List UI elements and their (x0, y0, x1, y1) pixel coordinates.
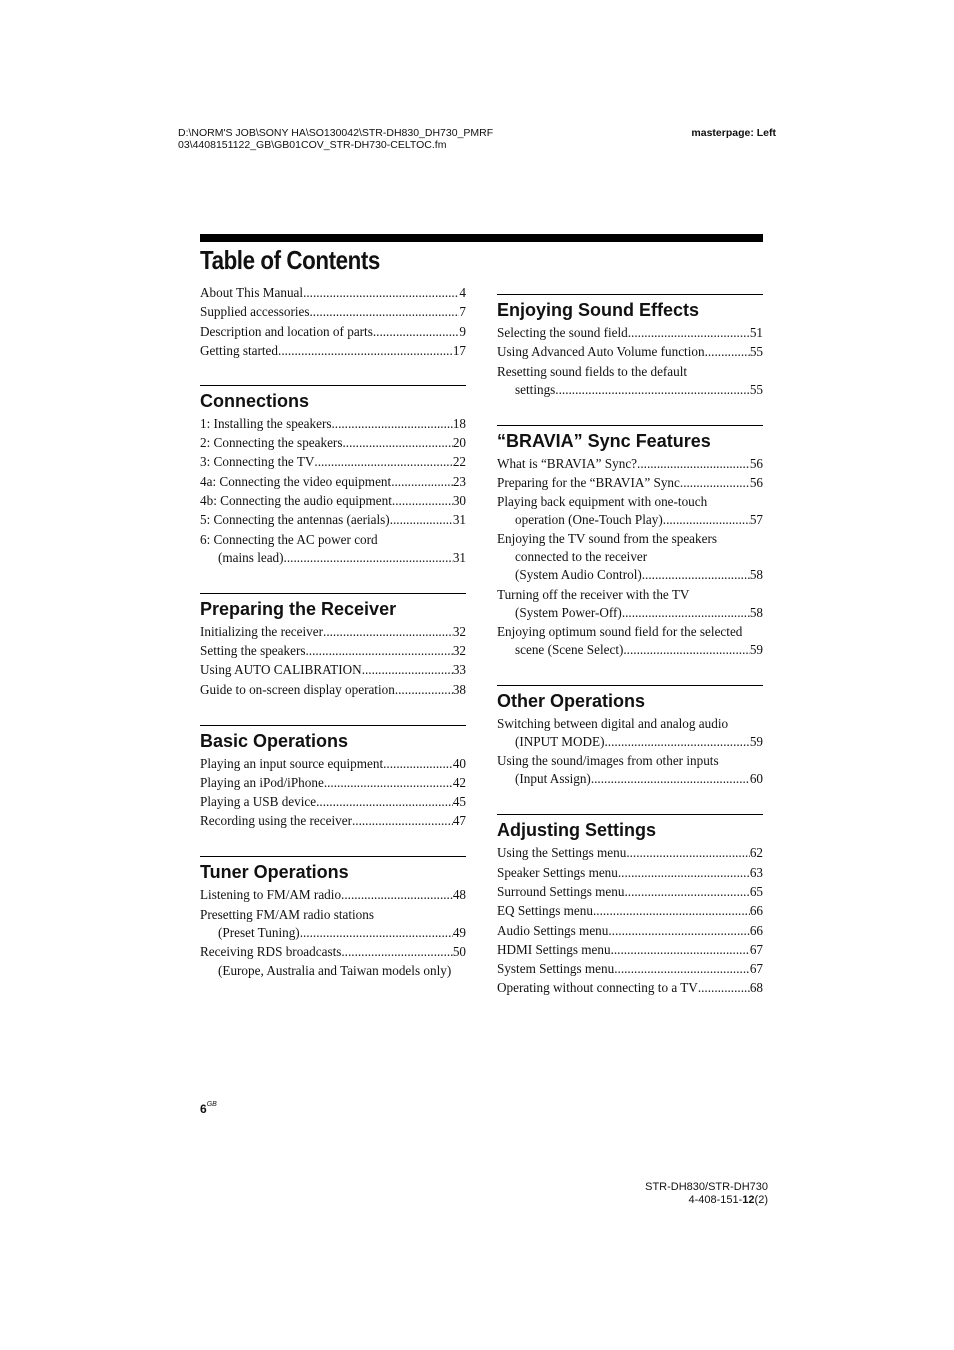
toc-page-number: 55 (749, 381, 763, 397)
toc-entry-line: Playing back equipment with one-touch (497, 494, 708, 510)
toc-page-number: 40 (452, 755, 466, 771)
toc-entry-text: Getting started (200, 342, 279, 358)
toc-entry[interactable] (497, 381, 763, 399)
toc-entry[interactable] (200, 434, 466, 452)
toc-entry-text: About This Manual (200, 285, 304, 300)
toc-leader-dots (591, 770, 750, 788)
toc-right-column (497, 294, 763, 1023)
toc-page-number: 17 (452, 342, 466, 358)
page-number: $6^{GB}$ (200, 1101, 217, 1116)
toc-entry[interactable] (200, 812, 466, 830)
toc-entry-text: operation (One-Touch Play) (515, 512, 663, 528)
toc-entry-note: (Europe, Australia and Taiwan models only) (218, 963, 452, 979)
header-masterpage: masterpage: Left (691, 127, 776, 139)
toc-leader-dots (300, 924, 453, 942)
toc-page-number: 62 (749, 845, 763, 861)
toc-leader-dots (331, 415, 452, 433)
toc-leader-dots (626, 844, 750, 862)
toc-entry-line: Switching between digital and analog audio (497, 716, 729, 732)
toc-page-number: 9 (459, 323, 466, 339)
toc-leader-dots (628, 324, 750, 342)
toc-entry[interactable] (200, 661, 466, 679)
section-heading: Enjoying Sound Effects (497, 294, 763, 321)
toc-leader-dots (614, 960, 750, 978)
header-file-path (178, 127, 493, 151)
toc-entry-list (497, 455, 763, 659)
toc-section (200, 284, 466, 360)
toc-entry[interactable] (200, 681, 466, 699)
toc-leader-dots (605, 733, 750, 751)
toc-leader-dots (373, 323, 460, 341)
toc-entry-text: Selecting the sound field (497, 325, 628, 340)
toc-page-number: 51 (749, 325, 763, 340)
toc-entry[interactable] (200, 323, 466, 341)
toc-leader-dots (623, 641, 749, 659)
toc-leader-dots (593, 902, 750, 920)
toc-entry[interactable] (497, 474, 763, 492)
toc-entry-text: 3: Connecting the TV (200, 454, 315, 470)
toc-page-number: 66 (749, 903, 763, 919)
toc-entry-text: (Preset Tuning) (218, 924, 300, 940)
toc-entry[interactable] (200, 453, 466, 471)
toc-entry-list (497, 844, 763, 997)
toc-entry[interactable] (497, 979, 763, 997)
toc-entry[interactable] (497, 324, 763, 342)
page-title: Table of Contents (200, 245, 380, 275)
toc-page-number: 33 (452, 662, 466, 678)
toc-entry[interactable] (200, 755, 466, 773)
toc-entry-text: settings (515, 381, 556, 397)
toc-entry[interactable] (497, 455, 763, 473)
toc-entry[interactable] (497, 566, 763, 584)
toc-page-number: 68 (749, 980, 763, 996)
toc-page-number: 42 (452, 774, 466, 790)
toc-entry[interactable] (497, 864, 763, 882)
toc-leader-dots (323, 623, 453, 641)
header-path-line-2: 03\4408151122_GB\GB01COV_STR-DH730-CELTOC.fm (178, 139, 447, 151)
section-heading: Preparing the Receiver (200, 593, 466, 620)
toc-entry[interactable] (200, 886, 466, 904)
title-rule (200, 234, 763, 242)
toc-page-number: 67 (749, 941, 763, 957)
toc-page-number: 58 (749, 604, 763, 620)
toc-entry[interactable] (200, 549, 466, 567)
section-heading: Basic Operations (200, 725, 466, 752)
toc-page-number: 30 (452, 493, 466, 509)
toc-entry[interactable] (497, 733, 763, 751)
toc-entry-text: Playing an input source equipment (200, 755, 384, 771)
footer-model-info (645, 1181, 768, 1207)
toc-page-number: 48 (452, 887, 466, 903)
toc-page-number: 55 (749, 344, 763, 360)
toc-leader-dots (555, 381, 750, 399)
toc-entry-text: Speaker Settings menu (497, 864, 618, 880)
toc-entry-line: Enjoying optimum sound field for the selected (497, 624, 743, 640)
toc-entry[interactable] (497, 941, 763, 959)
toc-leader-dots (618, 864, 750, 882)
toc-entry-list (200, 623, 466, 699)
toc-entry-line: Presetting FM/AM radio stations (200, 906, 375, 922)
toc-section (497, 294, 763, 399)
toc-entry-text: (Input Assign) (515, 771, 591, 787)
toc-page-number: 32 (452, 642, 466, 658)
toc-entry-text: 1: Installing the speakers (200, 415, 332, 431)
toc-entry-text: What is “BRAVIA” Sync? (497, 455, 638, 471)
toc-entry-text: System Settings menu (497, 961, 615, 977)
toc-leader-dots (392, 492, 453, 510)
section-heading: Tuner Operations (200, 856, 466, 883)
toc-entry-list (200, 284, 466, 360)
toc-leader-dots (705, 343, 750, 361)
toc-page-number: 22 (452, 454, 466, 470)
toc-section (497, 425, 763, 659)
toc-entry-text: (System Audio Control) (515, 567, 642, 583)
toc-leader-dots (395, 681, 453, 699)
toc-leader-dots (622, 604, 750, 622)
section-heading: “BRAVIA” Sync Features (497, 425, 763, 452)
toc-page-number: 63 (749, 864, 763, 880)
toc-entry[interactable] (497, 604, 763, 622)
toc-entry-text: (mains lead) (218, 549, 284, 565)
toc-entry[interactable] (200, 473, 466, 491)
toc-page-number: 31 (452, 549, 466, 565)
toc-page-number: 47 (452, 813, 466, 829)
toc-entry[interactable] (497, 844, 763, 862)
toc-entry-text: Setting the speakers (200, 642, 306, 658)
toc-page-number: 20 (452, 435, 466, 451)
toc-entry-text: Initializing the receiver (200, 623, 324, 639)
section-heading: Connections (200, 385, 466, 412)
toc-entry-line: Turning off the receiver with the TV (497, 586, 690, 602)
toc-page-number: 7 (459, 304, 466, 320)
toc-entry[interactable] (497, 922, 763, 940)
toc-leader-dots (611, 941, 750, 959)
toc-leader-dots (284, 549, 453, 567)
toc-page-number: 49 (452, 924, 466, 940)
toc-entry[interactable] (200, 492, 466, 510)
toc-section (200, 593, 466, 699)
toc-leader-dots (663, 511, 750, 529)
toc-entry-line: connected to the receiver (515, 549, 648, 565)
toc-leader-dots (698, 979, 750, 997)
toc-entry[interactable] (200, 642, 466, 660)
footer-code: 4-408-151-12(2) (688, 1194, 768, 1206)
toc-entry[interactable] (200, 415, 466, 433)
toc-entry[interactable] (497, 770, 763, 788)
toc-page-number: 66 (749, 922, 763, 938)
toc-entry-list (200, 755, 466, 831)
toc-entry-text: Surround Settings menu (497, 883, 625, 899)
toc-leader-dots (341, 886, 453, 904)
toc-leader-dots (624, 883, 749, 901)
header-path-line-1: D:\NORM'S JOB\SONY HA\SO130042\STR-DH830_DH730_PMRF (178, 127, 494, 139)
toc-entry-list (200, 886, 466, 980)
toc-entry-list (497, 324, 763, 399)
toc-entry-line: Resetting sound fields to the default (497, 363, 688, 379)
toc-leader-dots (314, 453, 452, 471)
toc-entry[interactable] (497, 641, 763, 659)
toc-leader-dots (278, 342, 453, 360)
toc-entry-line: Enjoying the TV sound from the speakers (497, 531, 718, 547)
toc-page-number: 23 (452, 473, 466, 489)
toc-page-number: 45 (452, 794, 466, 810)
toc-left-column (200, 284, 466, 1006)
toc-entry[interactable] (200, 793, 466, 811)
toc-entry-text: Guide to on-screen display operation (200, 681, 395, 697)
toc-section (200, 725, 466, 831)
toc-entry-text: Audio Settings menu (497, 922, 609, 938)
toc-section (200, 385, 466, 567)
toc-section (200, 856, 466, 980)
toc-entry-text: Listening to FM/AM radio (200, 887, 342, 903)
toc-entry-line: 6: Connecting the AC power cord (200, 531, 378, 547)
toc-entry-text: scene (Scene Select) (515, 642, 624, 658)
toc-entry[interactable] (200, 774, 466, 792)
toc-entry-text: Using AUTO CALIBRATION (200, 662, 362, 678)
footer-model: STR-DH830/STR-DH730 (645, 1181, 768, 1193)
toc-entry[interactable] (200, 284, 466, 302)
toc-entry-text: EQ Settings menu (497, 903, 593, 919)
toc-entry-text: Playing a USB device (200, 794, 317, 810)
toc-entry-text: Receiving RDS broadcasts (200, 944, 342, 960)
toc-entry-text: 4b: Connecting the audio equipment (200, 493, 392, 509)
toc-entry[interactable] (200, 623, 466, 641)
toc-leader-dots (391, 473, 453, 491)
toc-entry-text: Operating without connecting to a TV (497, 980, 698, 996)
toc-page-number: 59 (749, 734, 763, 750)
toc-entry[interactable] (497, 511, 763, 529)
toc-entry-text: Supplied accessories (200, 304, 310, 320)
toc-page-number: 57 (749, 512, 763, 528)
toc-page-number: 32 (452, 623, 466, 639)
toc-entry[interactable] (200, 511, 466, 529)
page-number-suffix: GB (206, 1101, 217, 1108)
toc-entry[interactable] (200, 342, 466, 360)
toc-page-number: 56 (749, 455, 763, 471)
toc-leader-dots (324, 774, 453, 792)
toc-entry[interactable] (497, 902, 763, 920)
toc-entry[interactable] (200, 943, 466, 961)
toc-entry[interactable] (497, 883, 763, 901)
toc-entry-list (200, 415, 466, 567)
toc-entry[interactable] (200, 303, 466, 321)
toc-entry-text: (System Power-Off) (515, 604, 622, 620)
toc-entry-list (497, 715, 763, 788)
toc-entry[interactable] (200, 924, 466, 942)
toc-page-number: 38 (452, 681, 466, 697)
toc-leader-dots (342, 434, 452, 452)
section-heading: Other Operations (497, 685, 763, 712)
toc-page-number: 50 (452, 944, 466, 960)
toc-section (497, 685, 763, 788)
toc-entry-text: Description and location of parts (200, 323, 373, 339)
toc-leader-dots (390, 511, 453, 529)
toc-section (497, 814, 763, 997)
toc-page-number: 65 (749, 883, 763, 899)
toc-entry[interactable] (497, 960, 763, 978)
toc-leader-dots (362, 661, 453, 679)
toc-page-number: 60 (749, 771, 763, 787)
toc-entry-text: Playing an iPod/iPhone (200, 774, 324, 790)
toc-entry-text: HDMI Settings menu (497, 941, 611, 957)
toc-leader-dots (316, 793, 453, 811)
toc-entry-text: Using the Settings menu (497, 845, 627, 861)
toc-page-number: 67 (749, 961, 763, 977)
toc-page-number: 4 (459, 285, 466, 300)
toc-leader-dots (310, 303, 460, 321)
toc-entry-text: Using Advanced Auto Volume function (497, 344, 705, 360)
toc-leader-dots (303, 284, 459, 302)
toc-page-number: 18 (452, 415, 466, 431)
toc-entry-text: Preparing for the “BRAVIA” Sync (497, 474, 680, 490)
toc-entry[interactable] (497, 343, 763, 361)
toc-leader-dots (637, 455, 750, 473)
toc-leader-dots (642, 566, 750, 584)
toc-page-number: 31 (452, 512, 466, 528)
toc-entry-text: 4a: Connecting the video equipment (200, 473, 392, 489)
toc-leader-dots (305, 642, 452, 660)
toc-page-number: 56 (749, 474, 763, 490)
toc-leader-dots (680, 474, 750, 492)
toc-leader-dots (608, 922, 749, 940)
toc-entry-text: 2: Connecting the speakers (200, 435, 343, 451)
toc-entry-text: (INPUT MODE) (515, 734, 605, 750)
toc-page-number: 59 (749, 642, 763, 658)
toc-entry-text: Recording using the receiver (200, 813, 352, 829)
section-heading: Adjusting Settings (497, 814, 763, 841)
toc-page-number: 58 (749, 567, 763, 583)
toc-leader-dots (383, 755, 453, 773)
toc-entry-line: Using the sound/images from other inputs (497, 753, 719, 769)
toc-leader-dots (352, 812, 453, 830)
toc-entry-text: 5: Connecting the antennas (aerials) (200, 512, 390, 528)
toc-leader-dots (341, 943, 452, 961)
